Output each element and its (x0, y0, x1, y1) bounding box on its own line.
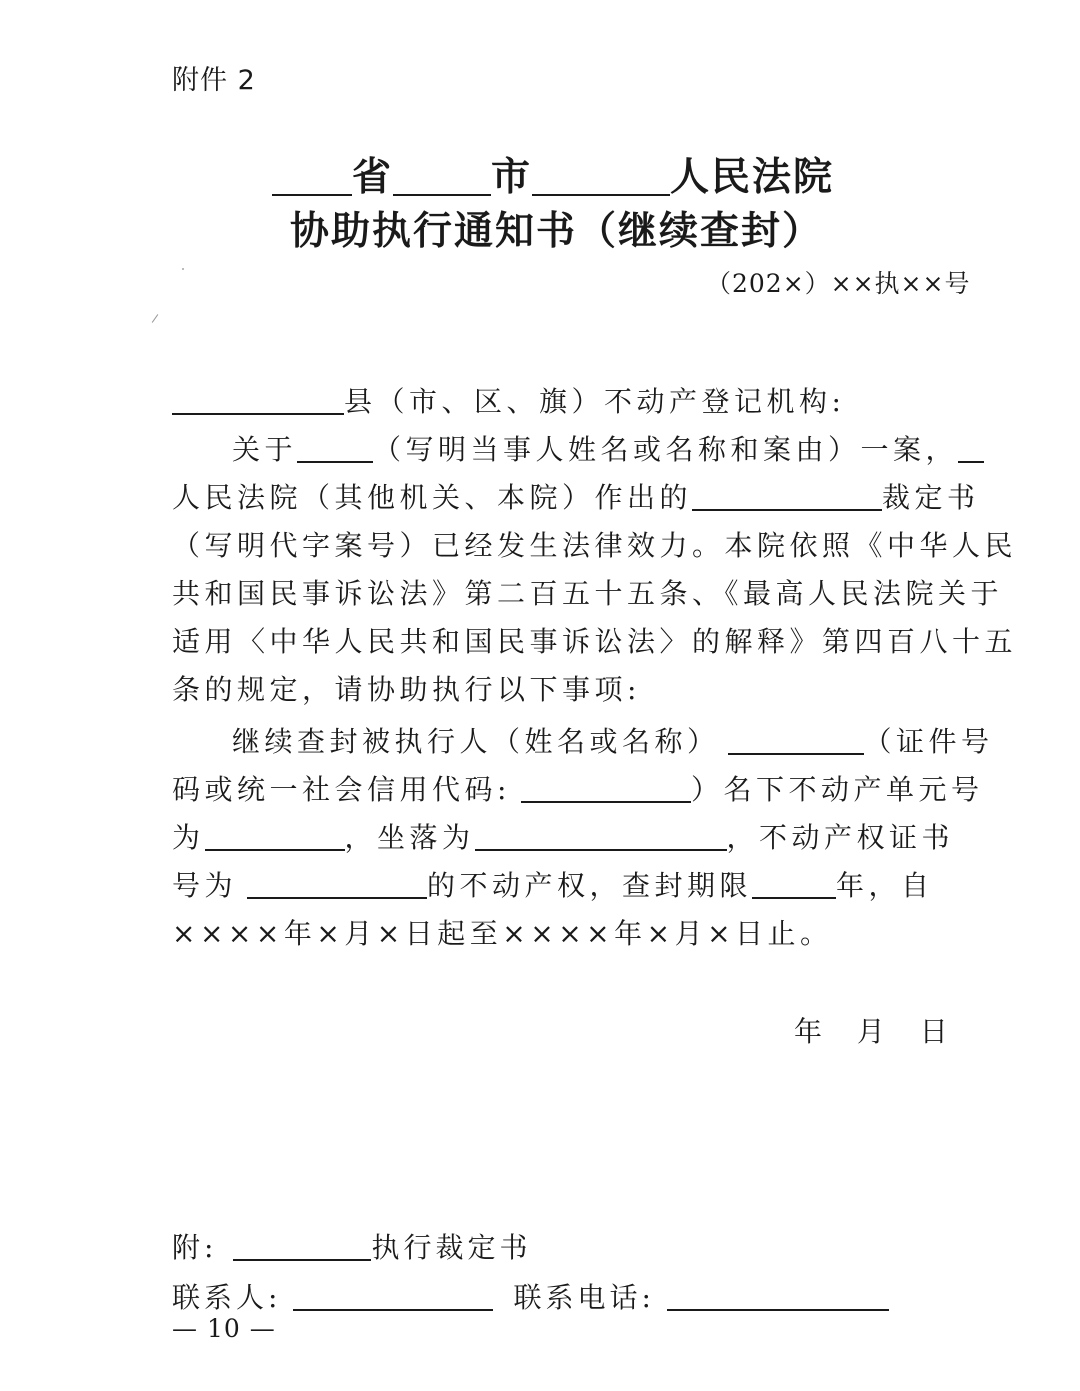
city-blank (393, 155, 491, 196)
case-number: （202×）××执××号 (706, 269, 971, 298)
city-label: 市 (491, 154, 533, 200)
scan-speck (182, 268, 184, 270)
body-line-10 (172, 864, 934, 904)
document-title-court (272, 146, 834, 202)
recipient-label: 县（市、区、旗）不动产登记机构: (344, 385, 846, 418)
contact-row (172, 1276, 889, 1316)
text-segment: 为 (172, 821, 205, 854)
scan-speck (152, 314, 159, 323)
phone-blank (667, 1281, 889, 1311)
text-segment: 人民法院（其他机关、本院）作出的 (172, 481, 693, 514)
attachment-label: 附件 2 (172, 65, 256, 96)
body-line-4: 共和国民事诉讼法》第二百五十五条、《最高人民法院关于 (172, 577, 1004, 610)
phone-label: 联系电话: (513, 1281, 655, 1314)
unit-number-blank (205, 821, 345, 851)
certificate-blank (247, 869, 427, 899)
text-segment: 的不动产权，查封期限 (427, 869, 753, 902)
county-blank (172, 385, 344, 415)
court-label: 人民法院 (670, 154, 835, 200)
party-blank (297, 433, 373, 463)
text-segment: （证件号 (863, 725, 994, 758)
text-segment: ，坐落为 (344, 821, 475, 854)
text-segment: ）名下不动产单元号 (690, 773, 984, 806)
attachment-row (172, 1226, 531, 1266)
attach-prefix: 附: (172, 1231, 218, 1264)
attach-doc-name: 执行裁定书 (371, 1231, 532, 1264)
executee-blank (728, 725, 864, 755)
body-line-6: 条的规定，请协助执行以下事项: (172, 673, 641, 706)
body-line-2 (172, 476, 980, 516)
province-label: 省 (352, 154, 394, 200)
text-segment: 关于 (232, 433, 298, 466)
text-segment: 码或统一社会信用代码: (172, 773, 511, 806)
attach-blank (233, 1231, 371, 1261)
body-line-1 (232, 428, 984, 468)
text-segment: 号为 (172, 869, 238, 902)
body-line-5: 适用〈中华人民共和国民事诉讼法〉的解释》第四百八十五 (172, 625, 1018, 658)
location-blank (475, 821, 727, 851)
body-line-3: （写明代字案号）已经发生法律效力。本院依照《中华人民 (172, 529, 1018, 562)
province-blank (272, 155, 352, 196)
body-line-9 (172, 816, 954, 856)
contact-label: 联系人: (172, 1281, 282, 1314)
signature-date: 年 月 日 (794, 1015, 950, 1048)
text-segment: 年，自 (836, 869, 934, 902)
period-blank (752, 869, 836, 899)
document-title: 协助执行通知书（继续查封） (290, 208, 824, 254)
text-segment: 继续查封被执行人（姓名或名称） (232, 725, 720, 758)
contact-blank (293, 1281, 493, 1311)
body-line-7 (232, 720, 994, 760)
court-blank (532, 155, 670, 196)
credit-code-blank (521, 773, 691, 803)
ruling-blank (692, 481, 882, 511)
body-line-8 (172, 768, 983, 808)
recipient-line (172, 380, 845, 420)
text-segment: （写明当事人姓名或名称和案由）一案， (373, 433, 959, 466)
page-number: — 10 — (172, 1314, 276, 1343)
text-segment: ，不动产权证书 (726, 821, 955, 854)
text-segment: 裁定书 (882, 481, 980, 514)
court-name-blank (958, 433, 984, 463)
body-line-11: ××××年×月×日起至××××年×月×日止。 (172, 917, 833, 950)
